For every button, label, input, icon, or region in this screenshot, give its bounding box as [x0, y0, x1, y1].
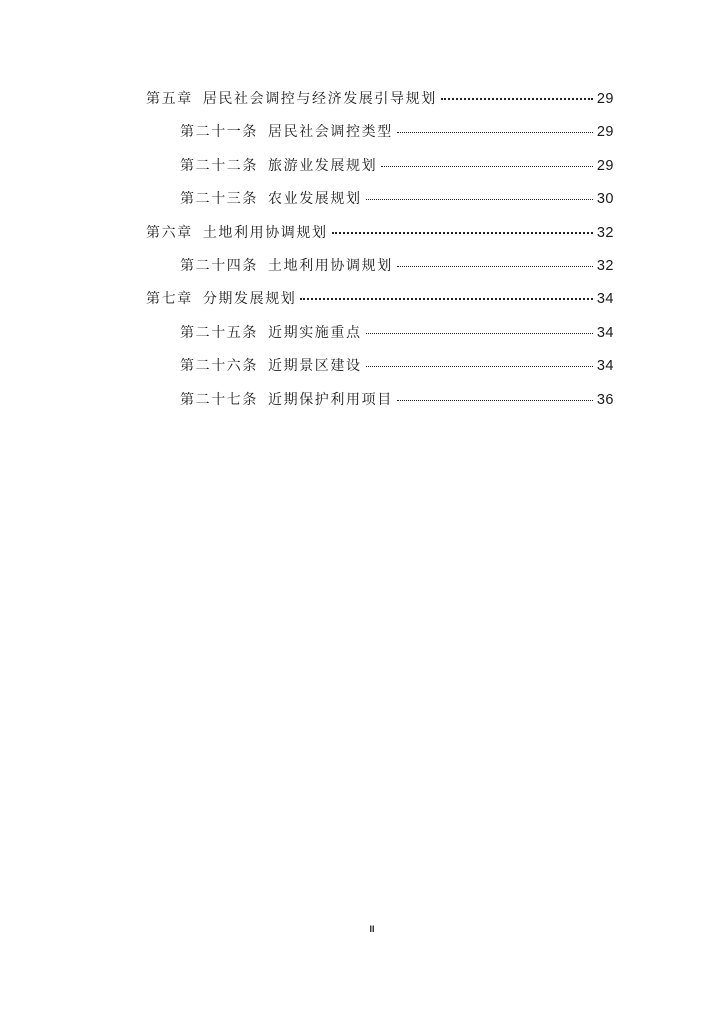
toc-entry-page: 32	[596, 257, 614, 274]
toc-entry-label	[180, 188, 362, 208]
toc-entry-title: 近期保护利用项目	[268, 391, 393, 408]
dot-leader	[397, 400, 593, 401]
toc-entry-page: 30	[596, 191, 614, 208]
toc-entry-label	[180, 322, 362, 342]
table-of-contents	[146, 88, 614, 422]
toc-entry-label	[146, 88, 437, 108]
dot-leader	[300, 298, 592, 300]
toc-entry-article-23[interactable]	[146, 188, 614, 221]
toc-entry-number: 第二十一条	[180, 124, 258, 141]
toc-entry-label	[180, 121, 393, 141]
toc-entry-title: 居民社会调控类型	[268, 124, 393, 141]
toc-entry-title: 土地利用协调规划	[268, 257, 393, 274]
toc-entry-title: 旅游业发展规划	[268, 157, 378, 174]
toc-entry-page: 29	[596, 91, 614, 107]
dot-leader	[441, 98, 593, 100]
toc-entry-number: 第二十六条	[180, 358, 258, 375]
toc-entry-article-26[interactable]	[146, 355, 614, 388]
toc-entry-label	[180, 255, 393, 275]
toc-entry-number: 第七章	[146, 291, 193, 308]
toc-entry-article-27[interactable]	[146, 389, 614, 422]
dot-leader	[381, 166, 593, 167]
toc-entry-page: 36	[596, 391, 614, 408]
toc-entry-article-21[interactable]	[146, 121, 614, 154]
toc-entry-article-25[interactable]	[146, 322, 614, 355]
toc-entry-page: 34	[596, 324, 614, 341]
toc-entry-chapter-6[interactable]	[146, 222, 614, 255]
dot-leader	[397, 132, 593, 133]
toc-entry-title: 近期景区建设	[268, 358, 362, 375]
toc-entry-article-24[interactable]	[146, 255, 614, 288]
toc-entry-chapter-5[interactable]	[146, 88, 614, 121]
toc-entry-number: 第六章	[146, 224, 193, 241]
toc-entry-title: 分期发展规划	[202, 291, 297, 308]
toc-entry-number: 第二十四条	[180, 257, 258, 274]
toc-entry-label	[180, 355, 362, 375]
toc-entry-label	[180, 155, 377, 175]
page-number: II	[369, 924, 375, 934]
toc-entry-label	[180, 389, 393, 409]
toc-entry-page: 29	[596, 124, 614, 141]
toc-entry-title: 土地利用协调规划	[202, 224, 328, 241]
dot-leader	[366, 366, 593, 367]
dot-leader	[332, 232, 593, 234]
toc-entry-chapter-7[interactable]	[146, 288, 614, 321]
toc-entry-page: 32	[596, 224, 614, 241]
toc-entry-page: 29	[596, 157, 614, 174]
toc-entry-article-22[interactable]	[146, 155, 614, 188]
toc-entry-title: 农业发展规划	[268, 191, 362, 208]
toc-entry-label	[146, 222, 328, 242]
dot-leader	[397, 266, 593, 267]
toc-entry-number: 第五章	[146, 91, 193, 107]
toc-entry-title: 近期实施重点	[268, 324, 362, 341]
dot-leader	[366, 333, 593, 334]
toc-entry-number: 第二十七条	[180, 391, 258, 408]
toc-entry-label	[146, 288, 296, 308]
toc-entry-number: 第二十三条	[180, 191, 258, 208]
toc-entry-number: 第二十二条	[180, 157, 258, 174]
toc-entry-title: 居民社会调控与经济发展引导规划	[202, 91, 437, 107]
toc-entry-page: 34	[596, 291, 614, 308]
toc-entry-page: 34	[596, 358, 614, 375]
toc-entry-number: 第二十五条	[180, 324, 258, 341]
dot-leader	[366, 199, 593, 200]
